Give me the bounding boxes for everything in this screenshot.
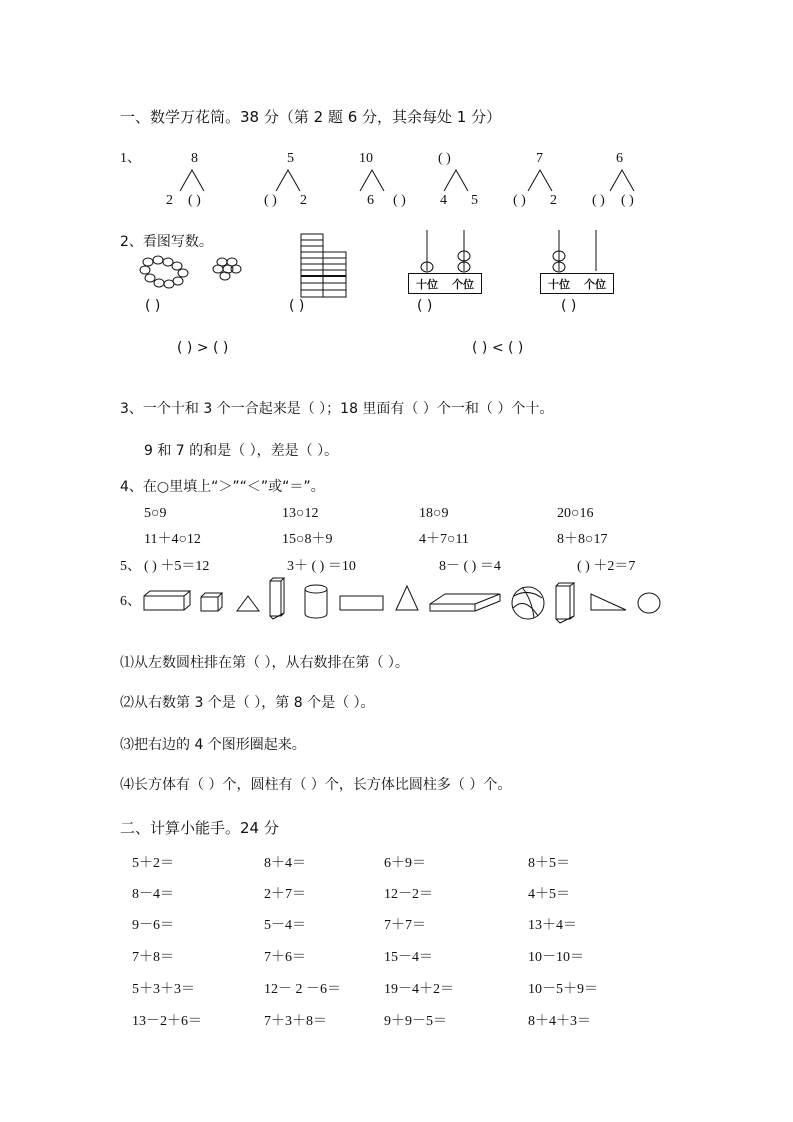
calc-item[interactable]: 10－10＝ <box>528 950 584 965</box>
tree-top: 10 <box>359 151 373 166</box>
calc-item[interactable]: 7＋7＝ <box>384 918 426 933</box>
q5-item[interactable]: 3＋ ( ) ＝10 <box>287 559 356 574</box>
tree-branch-icon <box>528 170 558 192</box>
circle-icon <box>638 593 660 613</box>
tree-left: ( ) <box>264 193 277 208</box>
calc-item[interactable]: 5＋3＋3＝ <box>132 982 195 997</box>
calc-item[interactable]: 6＋9＝ <box>384 856 426 871</box>
tree-left: ( ) <box>592 193 605 208</box>
q4-item[interactable]: 20○16 <box>557 506 594 521</box>
abacus-2-place-box <box>540 273 614 294</box>
q6-shapes <box>142 576 672 622</box>
tree-right: 2 <box>550 193 557 208</box>
calc-item[interactable]: 19－4＋2＝ <box>384 982 454 997</box>
ones-label: 个位 <box>452 277 474 291</box>
q6-sub-4: ⑷长方体有（ ）个，圆柱有（ ）个，长方体比圆柱多（ ）个。 <box>120 777 512 793</box>
q6-sub-2: ⑵从右数第 3 个是（ ），第 8 个是（ ）。 <box>120 695 375 711</box>
q5-label: 5、 <box>120 559 141 574</box>
q6-sub-1: ⑴从左数圆柱排在第（ ），从右数排在第（ ）。 <box>120 655 409 671</box>
tree-branch-icon <box>444 170 474 192</box>
calc-item[interactable]: 8＋4＋3＝ <box>528 1014 591 1029</box>
tree-branch-icon <box>180 170 210 192</box>
calc-item[interactable]: 4＋5＝ <box>528 887 570 902</box>
cube-icon <box>201 593 222 611</box>
calc-item[interactable]: 10－5＋9＝ <box>528 982 598 997</box>
calc-item[interactable]: 8－4＝ <box>132 887 174 902</box>
q5-item[interactable]: ( ) ＋5＝12 <box>144 559 210 574</box>
calc-item[interactable]: 5－4＝ <box>264 918 306 933</box>
q1-label: 1、 <box>120 151 141 166</box>
cuboid-icon <box>144 591 190 610</box>
q2-blank-bars[interactable]: ( ) <box>289 298 305 314</box>
q2-compare-right[interactable]: ( ) < ( ) <box>472 340 524 356</box>
tens-label: 十位 <box>548 277 570 291</box>
calc-item[interactable]: 13＋4＝ <box>528 918 577 933</box>
calc-item[interactable]: 13－2＋6＝ <box>132 1014 202 1029</box>
tree-right: 5 <box>471 193 478 208</box>
tree-right: ( ) <box>393 193 406 208</box>
q5-item[interactable]: ( ) ＋2＝7 <box>577 559 636 574</box>
q4-item[interactable]: 11＋4○12 <box>144 532 201 547</box>
section-2-title: 二、计算小能手。24 分 <box>120 819 279 837</box>
tree-top: 6 <box>616 151 623 166</box>
calc-item[interactable]: 2＋7＝ <box>264 887 306 902</box>
tree-right: ( ) <box>188 193 201 208</box>
triangle-icon <box>396 586 418 610</box>
tens-label: 十位 <box>416 277 438 291</box>
q4-item[interactable]: 13○12 <box>282 506 319 521</box>
ball-icon <box>512 587 544 619</box>
flat-cuboid-icon <box>430 594 500 611</box>
tree-branch-icon <box>276 170 306 192</box>
stacked-bars-icon <box>300 233 350 299</box>
triangle-icon <box>237 596 259 611</box>
calc-item[interactable]: 9－6＝ <box>132 918 174 933</box>
tree-right: 2 <box>300 193 307 208</box>
tree-left: 4 <box>440 193 447 208</box>
calc-item[interactable]: 5＋2＝ <box>132 856 174 871</box>
tree-left: 6 <box>367 193 374 208</box>
q4-item[interactable]: 18○9 <box>419 506 449 521</box>
calc-item[interactable]: 7＋6＝ <box>264 950 306 965</box>
calc-item[interactable]: 8＋5＝ <box>528 856 570 871</box>
abacus-1-place-box <box>408 273 482 294</box>
calc-item[interactable]: 12－2＝ <box>384 887 433 902</box>
calc-item[interactable]: 12－ 2 －6＝ <box>264 982 341 997</box>
q3-line-2: 9 和 7 的和是（ ），差是（ ）。 <box>144 443 339 459</box>
q4-item[interactable]: 5○9 <box>144 506 167 521</box>
q2-blank-ovals[interactable]: ( ) <box>145 298 161 314</box>
ovals-ten-icon <box>140 256 192 290</box>
calc-item[interactable]: 9＋9－5＝ <box>384 1014 447 1029</box>
q6-label: 6、 <box>120 594 141 609</box>
q5-item[interactable]: 8－ ( ) ＝4 <box>439 559 501 574</box>
tall-cuboid-icon <box>270 578 284 619</box>
tree-branch-icon <box>610 170 640 192</box>
tree-top: 7 <box>536 151 543 166</box>
cylinder-icon <box>305 585 327 618</box>
tree-left: 2 <box>166 193 173 208</box>
q6-sub-3: ⑶把右边的 4 个图形圈起来。 <box>120 737 306 753</box>
q4-item[interactable]: 8＋8○17 <box>557 532 608 547</box>
tree-top: ( ) <box>438 151 451 166</box>
q4-item[interactable]: 4＋7○11 <box>419 532 469 547</box>
calc-item[interactable]: 7＋3＋8＝ <box>264 1014 327 1029</box>
calc-item[interactable]: 15－4＝ <box>384 950 433 965</box>
q4-item[interactable]: 15○8＋9 <box>282 532 333 547</box>
tree-right: ( ) <box>621 193 634 208</box>
calc-item[interactable]: 7＋8＝ <box>132 950 174 965</box>
calc-item[interactable]: 8＋4＝ <box>264 856 306 871</box>
ones-label: 个位 <box>584 277 606 291</box>
q2-compare-left[interactable]: ( ) > ( ) <box>177 340 229 356</box>
q2-label: 2、看图写数。 <box>120 234 213 250</box>
ovals-six-icon <box>212 257 242 281</box>
tree-left: ( ) <box>513 193 526 208</box>
right-triangle-icon <box>591 594 626 610</box>
tree-top: 8 <box>191 151 198 166</box>
q2-blank-abacus-1[interactable]: ( ) <box>417 298 433 314</box>
q4-title: 4、在○里填上“＞”“＜”或“＝”。 <box>120 479 325 495</box>
q3-line-1: 3、一个十和 3 个一合起来是（ ）；18 里面有（ ）个一和（ ）个十。 <box>120 401 554 417</box>
section-1-title: 一、数学万花筒。38 分（第 2 题 6 分，其余每处 1 分） <box>120 108 502 126</box>
tree-top: 5 <box>287 151 294 166</box>
tall-cuboid-icon <box>556 583 574 623</box>
rectangle-icon <box>340 596 383 610</box>
tree-branch-icon <box>360 170 390 192</box>
q2-blank-abacus-2[interactable]: ( ) <box>561 298 577 314</box>
